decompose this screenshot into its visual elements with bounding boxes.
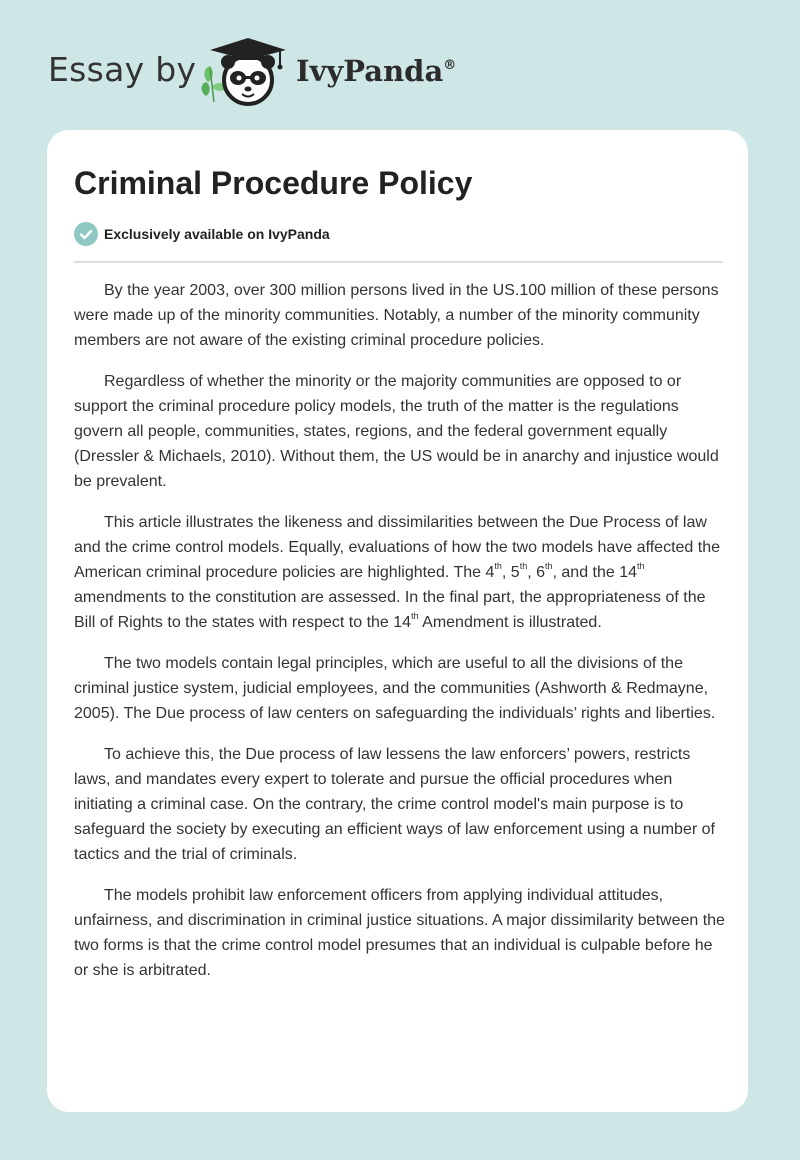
exclusive-badge — [74, 222, 330, 246]
ordinal-suffix: th — [637, 560, 645, 571]
registered-mark: ® — [443, 58, 457, 73]
paragraph-text: amendments to the constitution are assessed. In the final part, the appropriateness of the Bill of Rights to the states with respect to the 14 — [74, 589, 706, 631]
paragraph-text: This article illustrates the likeness and dissimilarities between the Due Process of law and the crime control models. Equally, evaluations of how the two models have affected the American criminal procedure policies are highlighted. The 4 — [74, 514, 720, 581]
paragraph-text: Amendment is illustrated. — [418, 614, 602, 631]
paragraph-text: , 5 — [501, 564, 520, 581]
ordinal-suffix: th — [411, 610, 419, 621]
exclusive-badge-text: Exclusively available on IvyPanda — [104, 226, 330, 242]
paragraph-text: , and the 14 — [552, 564, 638, 581]
document-card — [47, 130, 748, 1112]
page-title: Criminal Procedure Policy — [74, 165, 473, 201]
check-circle-icon — [74, 222, 98, 246]
site-header — [0, 0, 800, 130]
paragraph: To achieve this, the Due process of law lessens the law enforcers’ powers, restricts laws, and mandates every expert to tolerate and pursue the official procedures when initiating a criminal case. On the contrary, the crime control model's main purpose is to safeguard the society by executing an efficient ways of law enforcement using a number of tactics and the trial of criminals. — [74, 746, 715, 863]
panda-graduate-logo-icon[interactable] — [200, 36, 292, 108]
brand-text: IvyPanda — [296, 54, 444, 88]
essay-by-label: Essay by — [48, 50, 197, 89]
ordinal-suffix: th — [545, 560, 553, 571]
ordinal-suffix: th — [494, 560, 502, 571]
paragraph — [74, 510, 726, 635]
title-divider — [74, 261, 723, 263]
brand-name[interactable] — [296, 54, 456, 88]
paragraph: The models prohibit law enforcement officers from applying individual attitudes, unfairness, and discrimination in criminal justice situations. A major dissimilarity between the two forms is that the crime control model presumes that an individual is culpable before he or she is arbitrated. — [74, 887, 725, 979]
ordinal-suffix: th — [519, 560, 528, 571]
paragraph-text: , 6 — [527, 564, 545, 581]
paragraph: The two models contain legal principles, which are useful to all the divisions of the criminal justice system, judicial employees, and the communities (Ashworth & Redmayne, 2005). The Due process of law centers on safeguarding the individuals’ rights and liberties. — [74, 655, 716, 722]
article-body — [74, 278, 726, 999]
paragraph: Regardless of whether the minority or the majority communities are opposed to or support the criminal procedure policy models, the truth of the matter is the regulations govern all people, communities, states, regions, and the federal government equally (Dressler & Michaels, 2010). Without them, the US would be in anarchy and injustice would be prevalent. — [74, 373, 719, 490]
paragraph: By the year 2003, over 300 million persons lived in the US.100 million of these persons were made up of the minority communities. Notably, a number of the minority community members are not aware of the existing criminal procedure policies. — [74, 282, 719, 349]
